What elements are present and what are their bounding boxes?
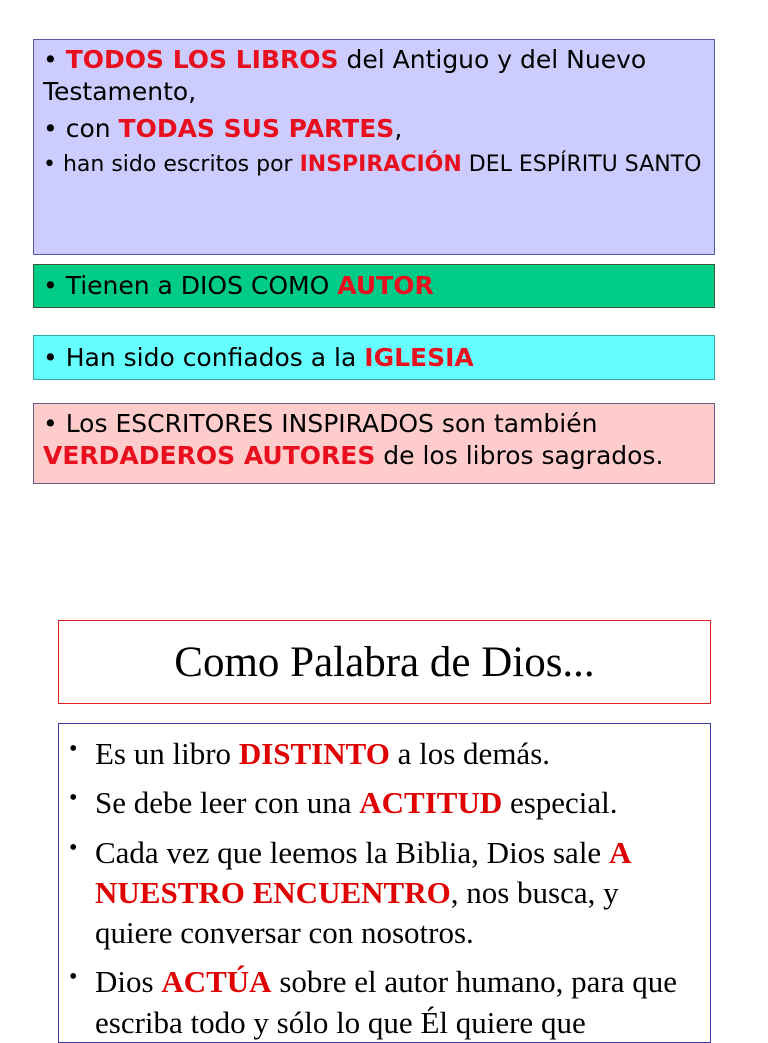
highlight-church: IGLESIA <box>364 343 474 372</box>
inspiration-box <box>33 39 715 255</box>
statement-text: DEL ESPÍRITU SANTO <box>461 152 702 177</box>
bullet-list-box <box>58 723 711 1043</box>
highlight-attitude: ACTITUD <box>359 785 503 821</box>
list-text: sobre el autor humano, para que escriba todo y sólo lo que Él quiere que <box>95 964 677 1040</box>
statement-text: de los libros sagrados. <box>375 441 664 470</box>
highlight-all-books: TODOS LOS LIBROS <box>65 45 339 74</box>
highlight-inspiration: INSPIRACIÓN <box>299 152 462 177</box>
highlight-all-parts: TODAS SUS PARTES <box>118 114 395 143</box>
highlight-encounter: A NUESTRO ENCUENTRO <box>95 834 630 910</box>
statement-text: Han sido confiados a la <box>57 343 365 372</box>
bullet: • <box>69 834 78 861</box>
list-item <box>67 783 700 823</box>
list-text: a los demás. <box>389 736 551 771</box>
list-text: , nos busca, y quiere conversar con nosotros. <box>95 874 619 951</box>
highlight-true-authors: VERDADEROS AUTORES <box>43 441 376 470</box>
list-text: Se debe leer con una <box>95 785 360 821</box>
list-item <box>67 734 700 774</box>
statement-text: con <box>57 114 119 143</box>
slide-title: Como Palabra de Dios... <box>58 620 711 704</box>
bullet: • <box>69 736 78 762</box>
bullet: • <box>69 785 78 812</box>
highlight-acts: ACTÚA <box>161 964 272 1000</box>
statement-text: del Antiguo y del Nuevo Testamento, <box>43 45 647 106</box>
bullet: • <box>43 409 58 438</box>
list-item <box>67 833 700 954</box>
church-box <box>33 335 715 380</box>
author-box <box>33 264 715 308</box>
highlight-distinct: DISTINTO <box>238 736 390 771</box>
statement-all-parts <box>43 113 706 145</box>
bullet: • <box>43 152 56 177</box>
writers-box <box>33 403 715 484</box>
statement-all-books <box>43 44 706 108</box>
bullet: • <box>69 964 78 991</box>
statement-text: Los ESCRITORES INSPIRADOS son también <box>57 409 598 438</box>
bullet: • <box>43 343 58 372</box>
statement-text: Tienen a DIOS COMO <box>57 271 338 300</box>
statement-inspiration <box>43 151 706 180</box>
list-item <box>67 962 700 1043</box>
bullet: • <box>43 271 58 300</box>
list-text: Dios <box>95 964 162 1000</box>
statement-text: , <box>394 114 403 143</box>
list-text: Cada vez que leemos la Biblia, Dios sale <box>95 834 609 870</box>
list-text: Es un libro <box>95 736 239 771</box>
list-text: especial. <box>502 785 618 821</box>
bullet: • <box>43 45 58 74</box>
highlight-author: AUTOR <box>337 271 434 300</box>
bullet-list <box>67 734 700 1043</box>
bullet: • <box>43 114 58 143</box>
statement-text: han sido escritos por <box>55 152 300 177</box>
